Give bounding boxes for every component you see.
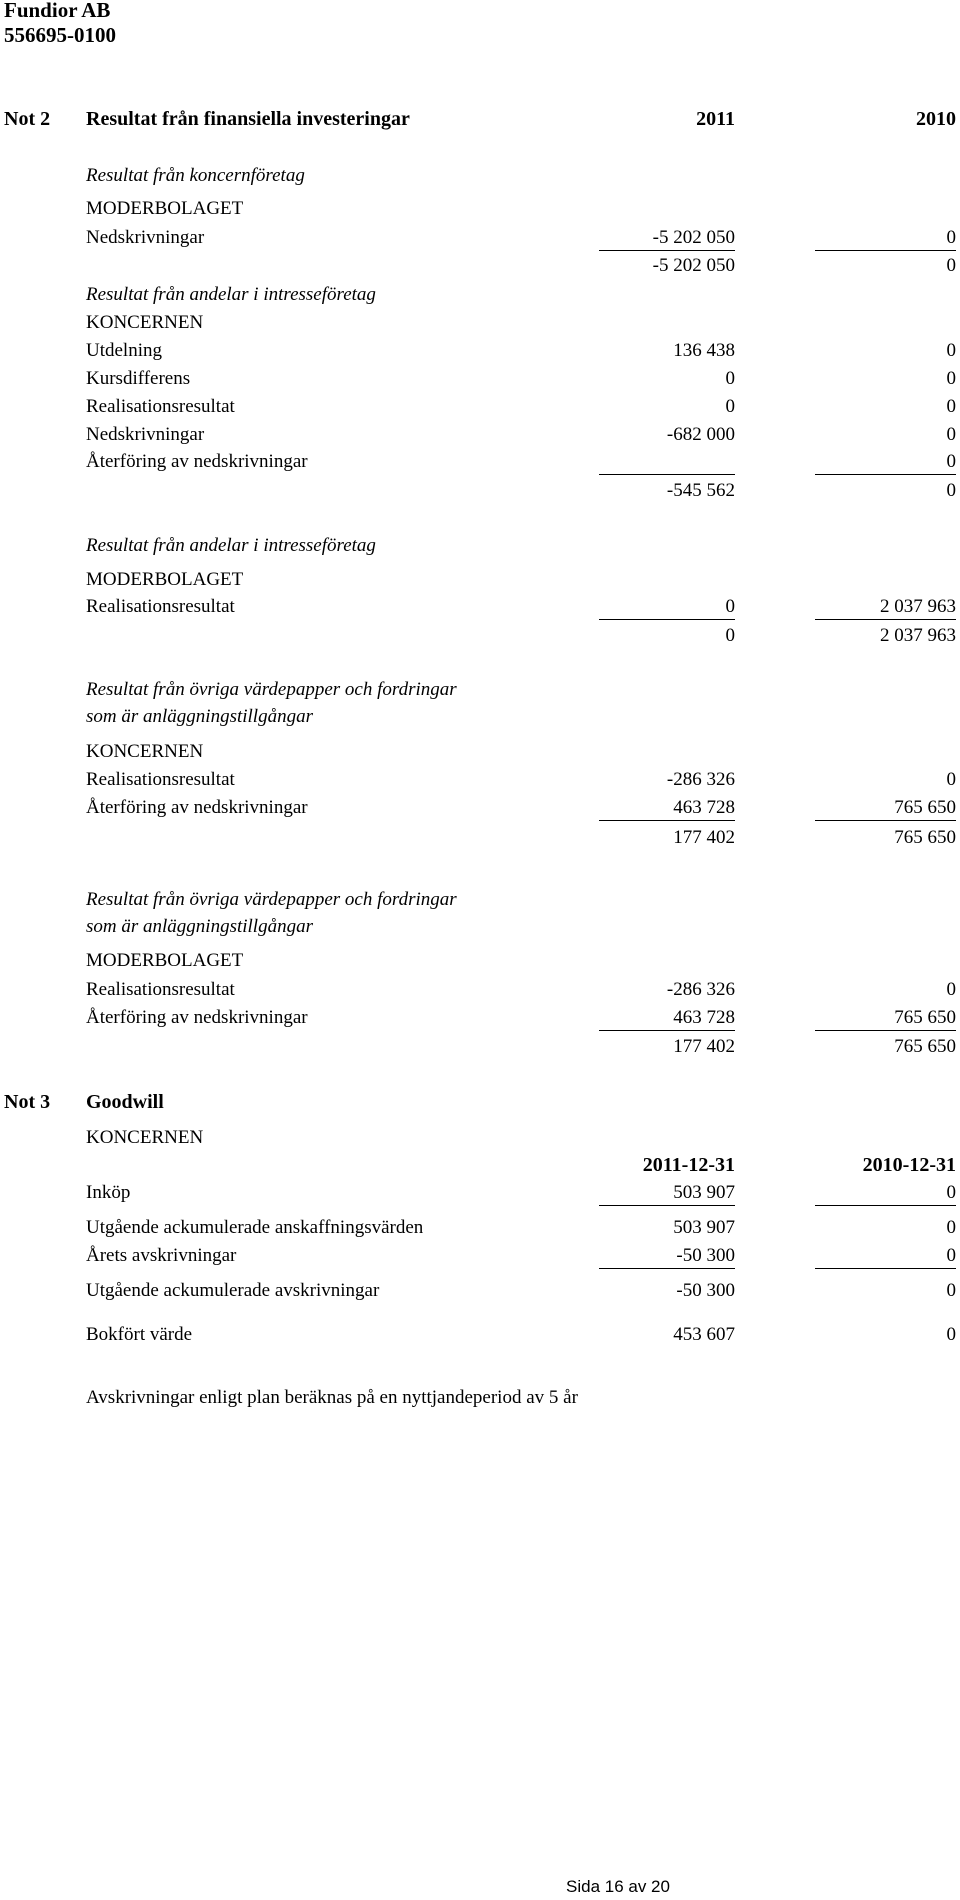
s2-row-label: Realisationsresultat xyxy=(86,396,235,417)
s2-row-v2: 0 xyxy=(946,396,956,417)
s4-heading-line2: som är anläggningstillgångar xyxy=(86,706,313,727)
s5-rule-1 xyxy=(599,1030,735,1031)
s3-row-v2: 2 037 963 xyxy=(880,596,956,617)
s4-total-v2: 765 650 xyxy=(894,827,956,848)
note3-row-v2: 0 xyxy=(946,1217,956,1238)
note3-row-label: Utgående ackumulerade avskrivningar xyxy=(86,1280,380,1301)
note3-row-v1: 503 907 xyxy=(673,1182,735,1203)
s1-rule-2 xyxy=(815,250,956,251)
s2-total-v2: 0 xyxy=(946,480,956,501)
s5-row-v2: 765 650 xyxy=(894,1007,956,1028)
s5-total-v2: 765 650 xyxy=(894,1036,956,1057)
s1-rule-1 xyxy=(599,250,735,251)
s4-row-v2: 765 650 xyxy=(894,797,956,818)
note3-title: Goodwill xyxy=(86,1091,164,1113)
s4-row-label: Återföring av nedskrivningar xyxy=(86,797,308,818)
note3-rule-1 xyxy=(599,1268,735,1269)
note3-row-label: Årets avskrivningar xyxy=(86,1245,237,1266)
s1-row-v1: -5 202 050 xyxy=(652,227,735,248)
s2-row-label: Kursdifferens xyxy=(86,368,191,389)
s5-heading-line1: Resultat från övriga värdepapper och fordringar xyxy=(86,889,457,910)
s3-total-v1: 0 xyxy=(725,625,735,646)
s5-row-v2: 0 xyxy=(946,979,956,1000)
s5-heading-line2: som är anläggningstillgångar xyxy=(86,916,313,937)
s3-heading: Resultat från andelar i intresseföretag xyxy=(86,535,376,556)
note3-row-v1: 453 607 xyxy=(673,1324,735,1345)
s5-total-v1: 177 402 xyxy=(673,1036,735,1057)
s5-rule-2 xyxy=(815,1030,956,1031)
s4-row-v1: -286 326 xyxy=(666,769,735,790)
note3-col2-header: 2010-12-31 xyxy=(862,1154,956,1176)
s1-total-v2: 0 xyxy=(946,255,956,276)
s4-total-v1: 177 402 xyxy=(673,827,735,848)
note3-row-v2: 0 xyxy=(946,1324,956,1345)
s2-row-v1: 0 xyxy=(725,368,735,389)
note3-row-v1: 503 907 xyxy=(673,1217,735,1238)
s3-group: MODERBOLAGET xyxy=(86,569,244,590)
s2-row-v2: 0 xyxy=(946,368,956,389)
s2-row-v1: 0 xyxy=(725,396,735,417)
note3-label: Not 3 xyxy=(4,1091,51,1113)
note2-col1-header: 2011 xyxy=(696,108,735,130)
note3-rule-2 xyxy=(815,1205,956,1206)
s1-total-v1: -5 202 050 xyxy=(652,255,735,276)
s5-group: MODERBOLAGET xyxy=(86,950,244,971)
s3-row-v1: 0 xyxy=(725,596,735,617)
note2-col2-header: 2010 xyxy=(916,108,956,130)
s4-rule-2 xyxy=(815,820,956,821)
s1-heading: Resultat från koncernföretag xyxy=(86,165,305,186)
s2-heading: Resultat från andelar i intresseföretag xyxy=(86,284,376,305)
note2-label: Not 2 xyxy=(4,108,51,130)
s3-rule-2 xyxy=(815,619,956,620)
s5-row-v1: 463 728 xyxy=(673,1007,735,1028)
s2-row-label: Nedskrivningar xyxy=(86,424,205,445)
note3-group: KONCERNEN xyxy=(86,1127,204,1148)
note3-rule-1 xyxy=(599,1205,735,1206)
s4-row-v2: 0 xyxy=(946,769,956,790)
s2-total-v1: -545 562 xyxy=(666,480,735,501)
page-number: Sida 16 av 20 xyxy=(566,1877,670,1896)
note3-col1-header: 2011-12-31 xyxy=(642,1154,735,1176)
s3-rule-1 xyxy=(599,619,735,620)
s2-row-v1: -682 000 xyxy=(666,424,735,445)
s5-row-v1: -286 326 xyxy=(666,979,735,1000)
s4-group: KONCERNEN xyxy=(86,741,204,762)
s5-row-label: Återföring av nedskrivningar xyxy=(86,1007,308,1028)
s2-row-v1: 136 438 xyxy=(673,340,735,361)
note3-row-v2: 0 xyxy=(946,1182,956,1203)
s4-heading-line1: Resultat från övriga värdepapper och fordringar xyxy=(86,679,457,700)
s2-rule-2 xyxy=(815,474,956,475)
s2-row-v2: 0 xyxy=(946,424,956,445)
note3-row-v2: 0 xyxy=(946,1245,956,1266)
company-name: Fundior AB xyxy=(4,0,111,22)
s2-row-label: Återföring av nedskrivningar xyxy=(86,451,308,472)
s2-group: KONCERNEN xyxy=(86,312,204,333)
note3-row-v1: -50 300 xyxy=(676,1245,735,1266)
note3-row-label: Utgående ackumulerade anskaffningsvärden xyxy=(86,1217,424,1238)
s4-rule-1 xyxy=(599,820,735,821)
s2-rule-1 xyxy=(599,474,735,475)
org-number: 556695-0100 xyxy=(4,23,116,47)
s3-row-label: Realisationsresultat xyxy=(86,596,235,617)
s3-total-v2: 2 037 963 xyxy=(880,625,956,646)
note3-row-label: Bokfört värde xyxy=(86,1324,193,1345)
note3-footnote: Avskrivningar enligt plan beräknas på en nyttjandeperiod av 5 år xyxy=(86,1387,578,1408)
s1-row-label: Nedskrivningar xyxy=(86,227,205,248)
s2-row-label: Utdelning xyxy=(86,340,162,361)
note2-title: Resultat från finansiella investeringar xyxy=(86,108,410,130)
note3-row-v1: -50 300 xyxy=(676,1280,735,1301)
note3-row-label: Inköp xyxy=(86,1182,131,1203)
s1-row-v2: 0 xyxy=(946,227,956,248)
s2-row-v2: 0 xyxy=(946,340,956,361)
s2-row-v2: 0 xyxy=(946,451,956,472)
s1-group: MODERBOLAGET xyxy=(86,198,244,219)
s4-row-v1: 463 728 xyxy=(673,797,735,818)
note3-row-v2: 0 xyxy=(946,1280,956,1301)
s5-row-label: Realisationsresultat xyxy=(86,979,235,1000)
note3-rule-2 xyxy=(815,1268,956,1269)
s4-row-label: Realisationsresultat xyxy=(86,769,235,790)
